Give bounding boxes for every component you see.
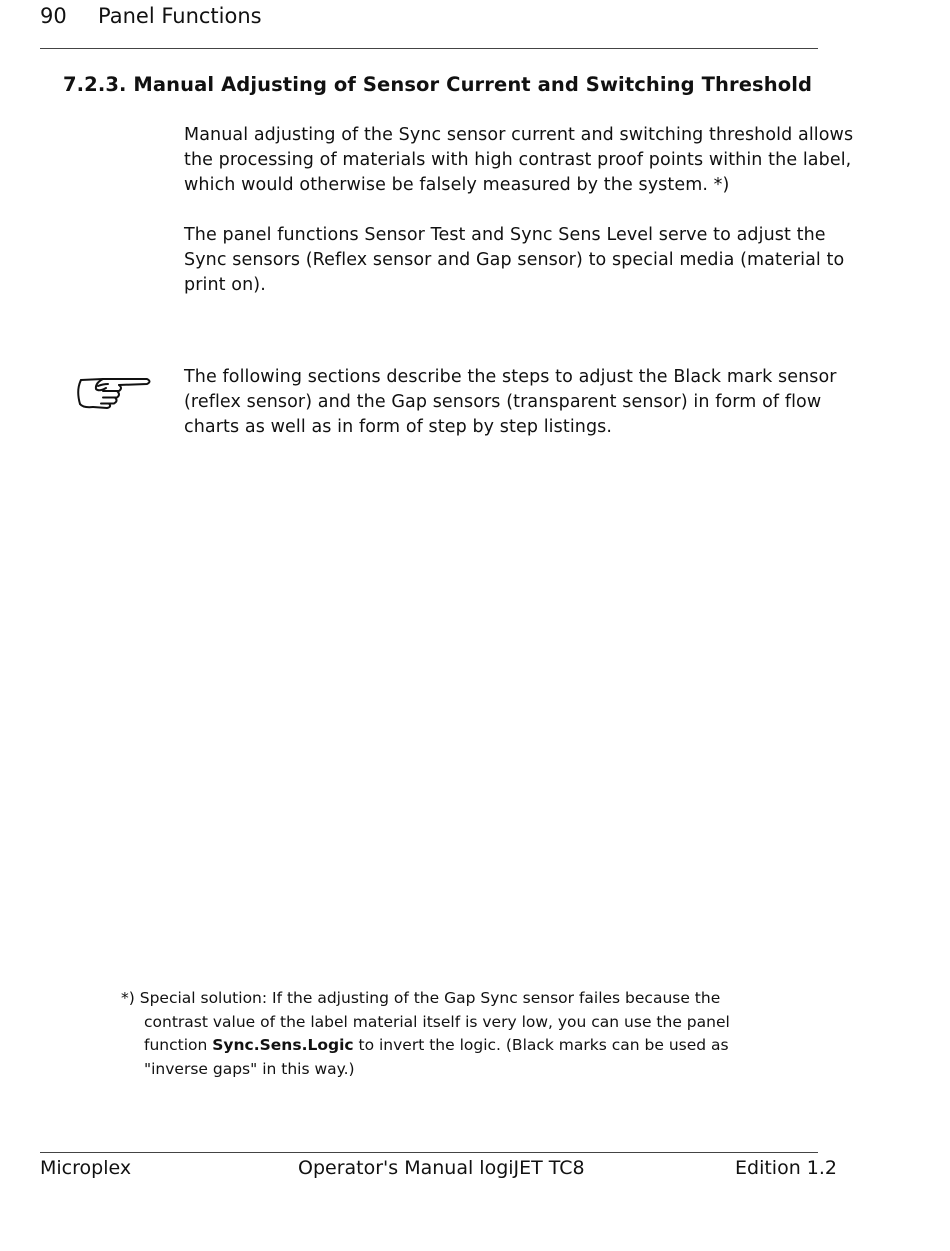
footnote-line: [121, 1034, 761, 1058]
footnote-text: to invert the logic. (Black marks can be used as: [353, 1036, 729, 1054]
footnote: [121, 987, 761, 1081]
footer-company: Microplex: [40, 1157, 132, 1179]
footnote-line: *) Special solution: If the adjusting of the Gap Sync sensor failes because the: [121, 989, 721, 1007]
note-line: The following sections describe the steps to adjust the Black mark sensor: [184, 367, 837, 387]
intro-paragraph: [184, 123, 884, 198]
section-heading: 7.2.3. Manual Adjusting of Sensor Current and Switching Threshold: [63, 73, 813, 96]
running-header-title: Panel Functions: [98, 4, 262, 28]
sync-sens-logic-term: Sync.Sens.Logic: [212, 1036, 354, 1054]
paragraph-line: The panel functions Sensor Test and Sync Sens Level serve to adjust the: [184, 225, 826, 245]
intro-line: the processing of materials with high contrast proof points within the label,: [184, 150, 852, 170]
paragraph-line: print on).: [184, 275, 266, 295]
paragraph-line: Sync sensors (Reflex sensor and Gap sensor) to special media (material to: [184, 250, 845, 270]
pointing-hand-icon: [73, 372, 153, 418]
footnote-line: "inverse gaps" in this way.): [144, 1059, 355, 1078]
intro-line: which would otherwise be falsely measured by the system. *): [184, 175, 730, 195]
page-number: 90: [40, 4, 67, 28]
footer-manual-title: Operator's Manual logiJET TC8: [298, 1157, 585, 1179]
footer-rule: [40, 1152, 818, 1153]
note-line: (reflex sensor) and the Gap sensors (transparent sensor) in form of flow: [184, 392, 822, 412]
footer-edition: Edition 1.2: [735, 1157, 837, 1179]
panel-functions-paragraph: [184, 223, 884, 298]
footnote-line: contrast value of the label material itself is very low, you can use the panel: [144, 1012, 730, 1031]
note-paragraph: [184, 365, 884, 440]
footnote-text: function: [144, 1036, 213, 1054]
note-line: charts as well as in form of step by step listings.: [184, 417, 613, 437]
header-rule: [40, 48, 818, 49]
intro-line: Manual adjusting of the Sync sensor current and switching threshold allows: [184, 125, 854, 145]
